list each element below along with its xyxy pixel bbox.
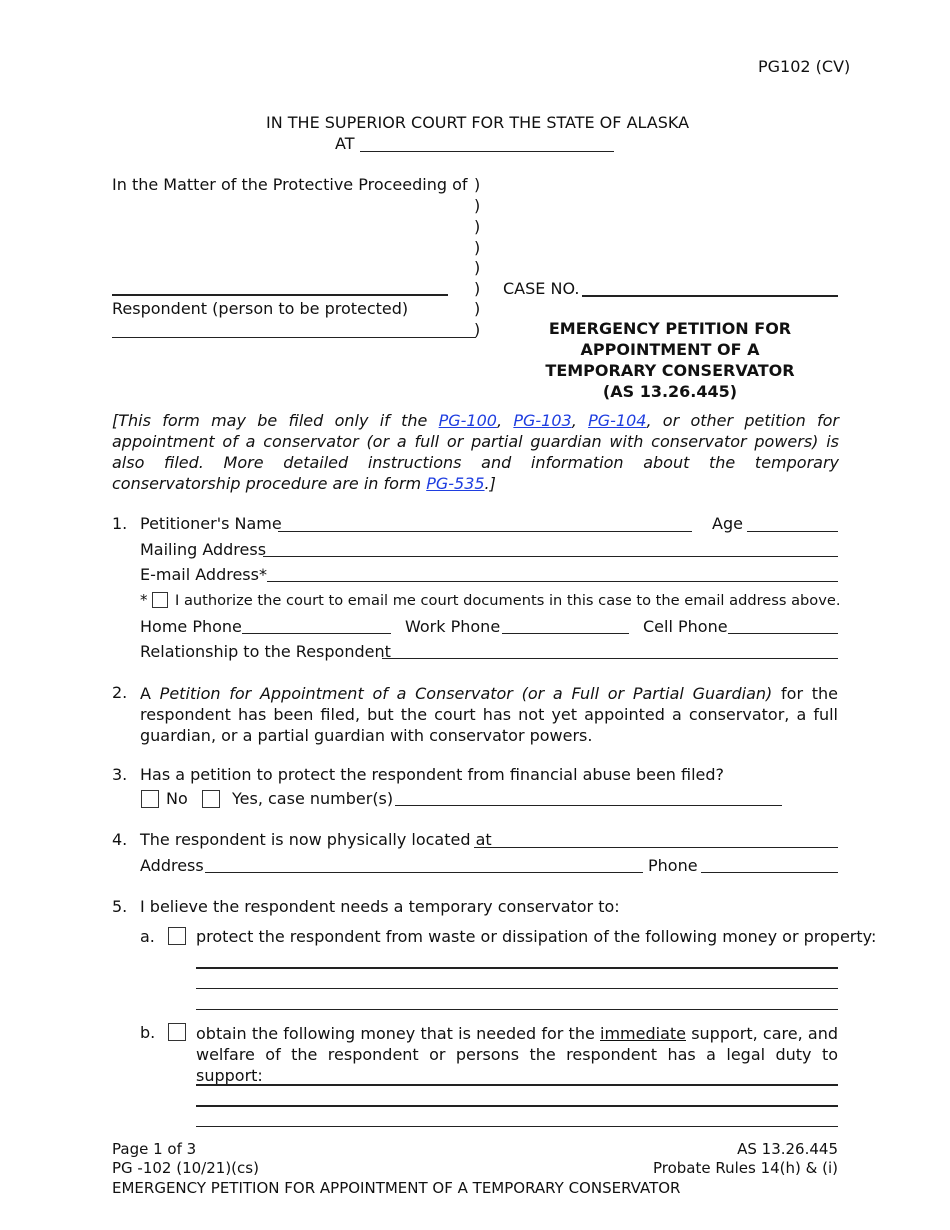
court-location-field[interactable]	[360, 151, 614, 152]
court-title: IN THE SUPERIOR COURT FOR THE STATE OF ALASKA	[266, 113, 690, 132]
case-numbers-field[interactable]	[395, 805, 782, 806]
cell-phone-field[interactable]	[728, 633, 838, 634]
home-phone-label: Home Phone	[140, 617, 242, 636]
caption-paren: )	[474, 238, 481, 257]
address-label: Address	[140, 856, 204, 875]
item-number: 2.	[112, 683, 128, 702]
email-address-label: E-mail Address*	[140, 565, 267, 584]
located-label: The respondent is now physically located at	[140, 830, 492, 849]
age-label: Age	[712, 514, 743, 533]
relationship-field[interactable]	[382, 658, 838, 659]
page-number: Page 1 of 3	[112, 1140, 197, 1158]
petitioner-name-label: Petitioner's Name	[140, 514, 282, 533]
item-number: 1.	[112, 514, 128, 533]
email-authorize-checkbox[interactable]	[152, 592, 168, 608]
caption-paren: )	[474, 279, 481, 298]
case-no-label: CASE NO.	[503, 279, 580, 298]
work-phone-field[interactable]	[502, 633, 629, 634]
relationship-label: Relationship to the Respondent	[140, 642, 391, 661]
form-name: EMERGENCY PETITION FOR APPOINTMENT OF A TEMPORARY CONSERVATOR	[112, 1179, 681, 1197]
option-b-checkbox[interactable]	[168, 1023, 186, 1041]
pg-535-link[interactable]: PG-535	[426, 474, 485, 493]
pg-100-link[interactable]: PG-100	[438, 411, 497, 430]
rules-ref: Probate Rules 14(h) & (i)	[652, 1159, 838, 1177]
option-a-line[interactable]	[196, 988, 838, 989]
caption-paren: )	[474, 196, 481, 215]
caption-paren: )	[474, 175, 481, 194]
respondent-name-field[interactable]	[112, 294, 448, 296]
pg-104-link[interactable]: PG-104	[588, 411, 647, 430]
respondent-label: Respondent (person to be protected)	[112, 299, 409, 318]
phone-field[interactable]	[701, 872, 838, 873]
form-title-line: (AS 13.26.445)	[602, 382, 738, 401]
mailing-address-label: Mailing Address	[140, 540, 267, 559]
location-field[interactable]	[474, 847, 838, 848]
email-authorize-label: I authorize the court to email me court documents in this case to the email address above.	[175, 592, 841, 609]
item5-intro: I believe the respondent needs a temporary conservator to:	[140, 897, 620, 916]
caption-rule	[112, 337, 476, 338]
caption-paren: )	[474, 299, 481, 318]
item2-text: A Petition for Appointment of a Conservator (or a Full or Partial Guardian) for the respondent has been filed, but the court has not yet appointed a conservator, a full guardian, or a partial guardian with conservator powers.	[140, 684, 838, 745]
form-number: PG -102 (10/21)(cs)	[112, 1159, 259, 1177]
statute-ref: AS 13.26.445	[737, 1140, 838, 1158]
no-label: No	[166, 789, 188, 808]
option-a-line[interactable]	[196, 967, 838, 969]
caption-paren: )	[474, 217, 481, 236]
court-location-label: AT	[335, 134, 355, 153]
option-a-label: a.	[140, 927, 155, 946]
address-field[interactable]	[205, 872, 643, 873]
option-b-text: obtain the following money that is needed for the immediate support, care, and welfare of the respondent or persons the respondent has a legal duty to support:	[196, 1024, 838, 1085]
caption-paren: )	[474, 320, 481, 339]
matter-label: In the Matter of the Protective Proceeding of	[112, 175, 468, 194]
yes-checkbox[interactable]	[202, 790, 220, 808]
option-b-label: b.	[140, 1023, 156, 1042]
age-field[interactable]	[747, 531, 838, 532]
form-title-line: APPOINTMENT OF A	[580, 340, 760, 359]
instructions: [This form may be filed only if the PG-100, PG-103, PG-104, or other petition for appointment of a conservator (or a full or partial guardian with conservator powers) is also filed. More detailed instructions and information about the temporary conservatorship procedure are in form PG-535.]	[112, 411, 840, 493]
option-a-text: protect the respondent from waste or dissipation of the following money or property:	[196, 927, 877, 946]
cell-phone-label: Cell Phone	[643, 617, 728, 636]
email-address-field[interactable]	[267, 581, 838, 582]
phone-label: Phone	[648, 856, 698, 875]
caption-paren: )	[474, 258, 481, 277]
pg-103-link[interactable]: PG-103	[513, 411, 572, 430]
item-number: 3.	[112, 765, 128, 784]
option-b-line[interactable]	[196, 1105, 838, 1107]
item3-question: Has a petition to protect the respondent from financial abuse been filed?	[140, 765, 725, 784]
form-title-line: TEMPORARY CONSERVATOR	[545, 361, 795, 380]
option-b-line[interactable]	[196, 1084, 838, 1086]
item-number: 4.	[112, 830, 128, 849]
option-a-line[interactable]	[196, 1009, 838, 1010]
home-phone-field[interactable]	[242, 633, 391, 634]
mailing-address-field[interactable]	[263, 556, 838, 557]
petitioner-name-field[interactable]	[278, 531, 692, 532]
form-code: PG102 (CV)	[758, 57, 851, 76]
form-title-line: EMERGENCY PETITION FOR	[548, 319, 792, 338]
yes-label: Yes, case number(s)	[232, 789, 394, 808]
asterisk: *	[140, 591, 148, 609]
work-phone-label: Work Phone	[405, 617, 501, 636]
option-b-line[interactable]	[196, 1126, 838, 1127]
option-a-checkbox[interactable]	[168, 927, 186, 945]
case-no-field[interactable]	[582, 295, 838, 297]
item-number: 5.	[112, 897, 128, 916]
no-checkbox[interactable]	[141, 790, 159, 808]
